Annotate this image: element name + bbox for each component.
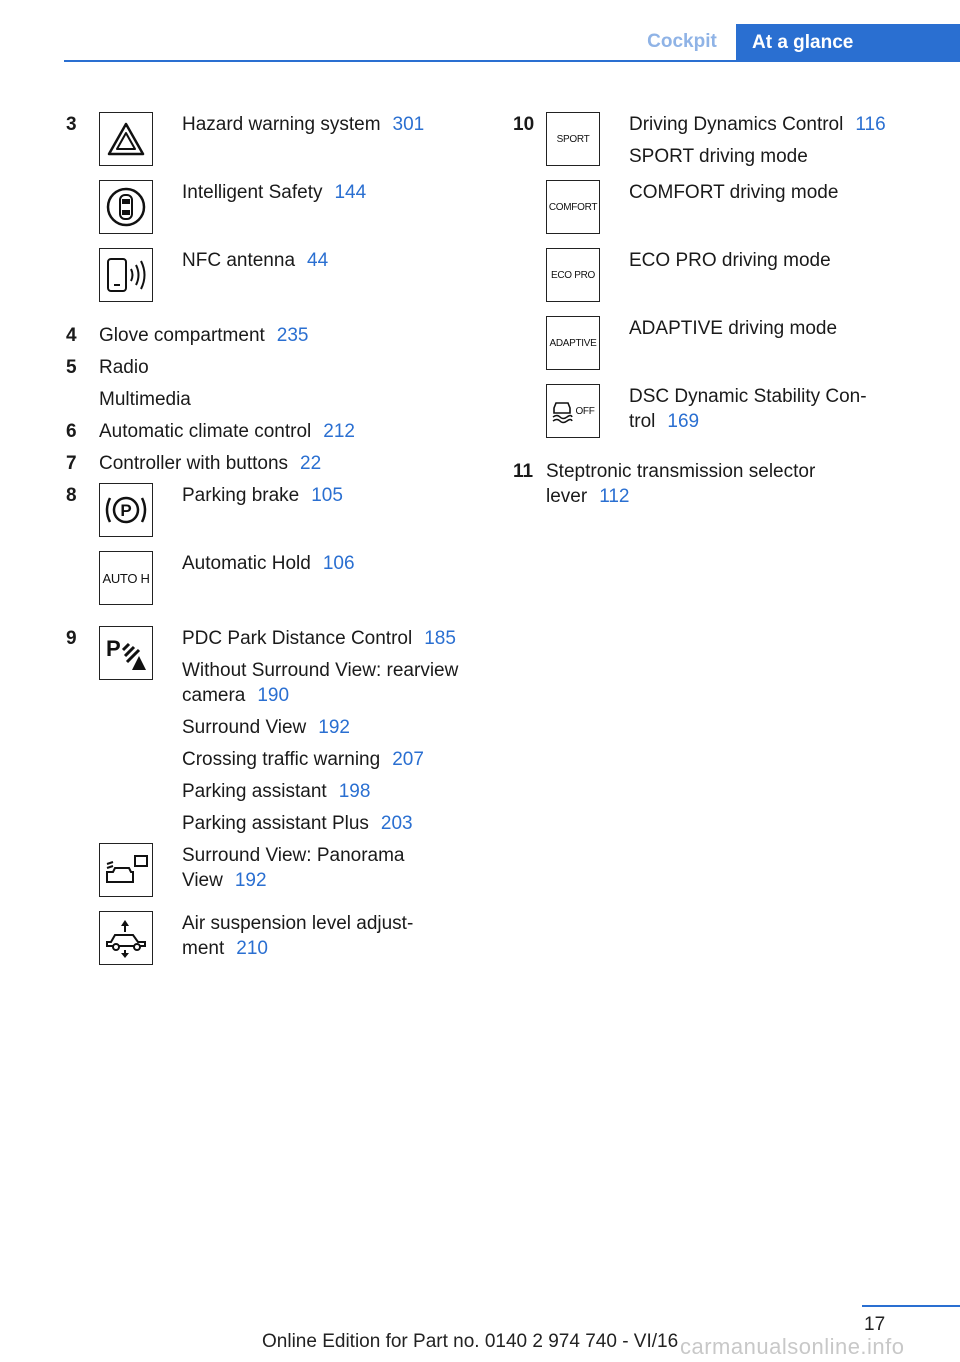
entry-adaptive-mode <box>629 316 837 341</box>
page-link[interactable]: 106 <box>322 553 355 574</box>
panorama-view-icon <box>99 843 153 897</box>
page-link[interactable]: 22 <box>300 453 322 474</box>
entry-air-suspension <box>182 911 413 961</box>
item-number-6: 6 <box>66 421 77 442</box>
entry-label-line1: Without Surround View: rearview <box>182 660 459 681</box>
page-link[interactable]: 235 <box>276 325 309 346</box>
entry-surround-view <box>182 715 350 740</box>
entry-label: Parking assistant Plus <box>182 813 369 834</box>
eco-pro-mode-icon <box>546 248 600 302</box>
entry-climate-control <box>99 419 355 444</box>
page-link[interactable]: 144 <box>334 182 367 203</box>
entry-label: NFC antenna <box>182 250 296 271</box>
entry-parking-assistant-plus <box>182 811 413 836</box>
entry-label: Driving Dynamics Control <box>629 114 844 135</box>
page-link[interactable]: 105 <box>311 485 343 506</box>
entry-label-line1: Surround View: Panorama <box>182 845 405 866</box>
entry-automatic-hold <box>182 551 355 576</box>
entry-label: PDC Park Distance Control <box>182 628 413 649</box>
entry-label: ADAPTIVE driving mode <box>629 318 838 339</box>
page-link[interactable]: 192 <box>234 870 267 891</box>
sport-mode-icon <box>546 112 600 166</box>
page-link[interactable]: 207 <box>392 749 424 770</box>
item-number-10: 10 <box>513 114 535 135</box>
entry-label: Automatic climate control <box>99 421 312 442</box>
entry-dsc <box>629 384 867 434</box>
pdc-icon <box>99 626 153 680</box>
page-link[interactable]: 203 <box>380 813 413 834</box>
entry-eco-pro-mode <box>629 248 831 273</box>
parking-brake-icon <box>99 483 153 537</box>
page-link[interactable]: 112 <box>599 486 630 507</box>
entry-label-line1: DSC Dynamic Stability Con‐ <box>629 386 867 407</box>
page-link[interactable]: 198 <box>338 781 371 802</box>
page-link[interactable]: 116 <box>855 114 886 135</box>
entry-label-line2: trol <box>629 411 656 432</box>
entry-crossing-traffic <box>182 747 424 772</box>
entry-parking-brake <box>182 483 343 508</box>
entry-label: Hazard warning system <box>182 114 381 135</box>
eco-pro-icon-text: ECO PRO <box>550 269 596 281</box>
entry-parking-assistant <box>182 779 370 804</box>
entry-driving-dynamics <box>629 112 886 137</box>
entry-label: Parking brake <box>182 485 300 506</box>
header-rule <box>64 60 960 62</box>
comfort-icon-text: COMFORT <box>548 201 598 213</box>
adaptive-icon-text: ADAPTIVE <box>549 337 597 349</box>
entry-label-line2: ment <box>182 938 225 959</box>
tab-at-a-glance[interactable]: At a glance <box>736 24 960 62</box>
entry-hazard-warning <box>182 112 424 137</box>
entry-label: Controller with buttons <box>99 453 289 474</box>
entry-label: Crossing traffic warning <box>182 749 381 770</box>
entry-label: SPORT driving mode <box>629 146 808 167</box>
entry-comfort-mode <box>629 180 838 205</box>
page-link[interactable]: 169 <box>667 411 700 432</box>
entry-glove-compartment <box>99 323 309 348</box>
entry-multimedia <box>99 387 191 412</box>
item-number-11: 11 <box>513 461 534 482</box>
adaptive-mode-icon <box>546 316 600 370</box>
watermark: carmanualsonline.info <box>680 1334 905 1359</box>
entry-label: Intelligent Safety <box>182 182 323 203</box>
item-number-3: 3 <box>66 114 77 135</box>
page-link[interactable]: 185 <box>424 628 456 649</box>
auto-hold-icon-text: AUTO H <box>102 570 150 586</box>
page-link[interactable]: 210 <box>236 938 268 959</box>
entry-label: Surround View <box>182 717 307 738</box>
dsc-icon-text: OFF <box>575 405 595 417</box>
item-number-4: 4 <box>66 325 77 346</box>
page-link[interactable]: 192 <box>318 717 350 738</box>
entry-pdc <box>182 626 456 651</box>
footer-rule <box>862 1305 960 1307</box>
page-link[interactable]: 301 <box>392 114 425 135</box>
hazard-warning-icon <box>99 112 153 166</box>
entry-label: Automatic Hold <box>182 553 311 574</box>
entry-rearview-camera <box>182 658 458 708</box>
entry-radio <box>99 355 149 380</box>
item-number-9: 9 <box>66 628 77 649</box>
nfc-antenna-icon <box>99 248 153 302</box>
tab-cockpit[interactable]: Cockpit <box>647 31 717 52</box>
entry-intelligent-safety <box>182 180 366 205</box>
svg-text:P: P <box>120 501 132 520</box>
dsc-off-icon <box>546 384 600 438</box>
intelligent-safety-icon <box>99 180 153 234</box>
page-link[interactable]: 44 <box>307 250 329 271</box>
entry-label-line1: Steptronic transmission selector <box>546 461 816 482</box>
entry-panorama-view <box>182 843 405 893</box>
entry-label: Multimedia <box>99 389 191 410</box>
entry-steptronic <box>546 459 815 509</box>
entry-label: Glove compartment <box>99 325 265 346</box>
air-suspension-icon <box>99 911 153 965</box>
item-number-5: 5 <box>66 357 77 378</box>
entry-label-line1: Air suspension level adjust‐ <box>182 913 414 934</box>
auto-hold-icon <box>99 551 153 605</box>
entry-label: COMFORT driving mode <box>629 182 839 203</box>
entry-label: Parking assistant <box>182 781 327 802</box>
item-number-8: 8 <box>66 485 77 506</box>
sport-icon-text: SPORT <box>556 133 590 145</box>
page-link[interactable]: 190 <box>257 685 290 706</box>
edition-text: Online Edition for Part no. 0140 2 974 740 - VI/16 <box>262 1331 679 1352</box>
entry-sport-mode <box>629 144 808 169</box>
entry-label-line2: camera <box>182 685 246 706</box>
entry-nfc-antenna <box>182 248 328 273</box>
entry-controller <box>99 451 321 476</box>
page-link[interactable]: 212 <box>323 421 355 442</box>
entry-label: ECO PRO driving mode <box>629 250 831 271</box>
entry-label-line2: lever <box>546 486 588 507</box>
svg-text:P: P <box>106 636 121 661</box>
item-number-7: 7 <box>66 453 77 474</box>
comfort-mode-icon <box>546 180 600 234</box>
entry-label: Radio <box>99 357 149 378</box>
entry-label-line2: View <box>182 870 223 891</box>
page-number: 17 <box>864 1314 886 1335</box>
